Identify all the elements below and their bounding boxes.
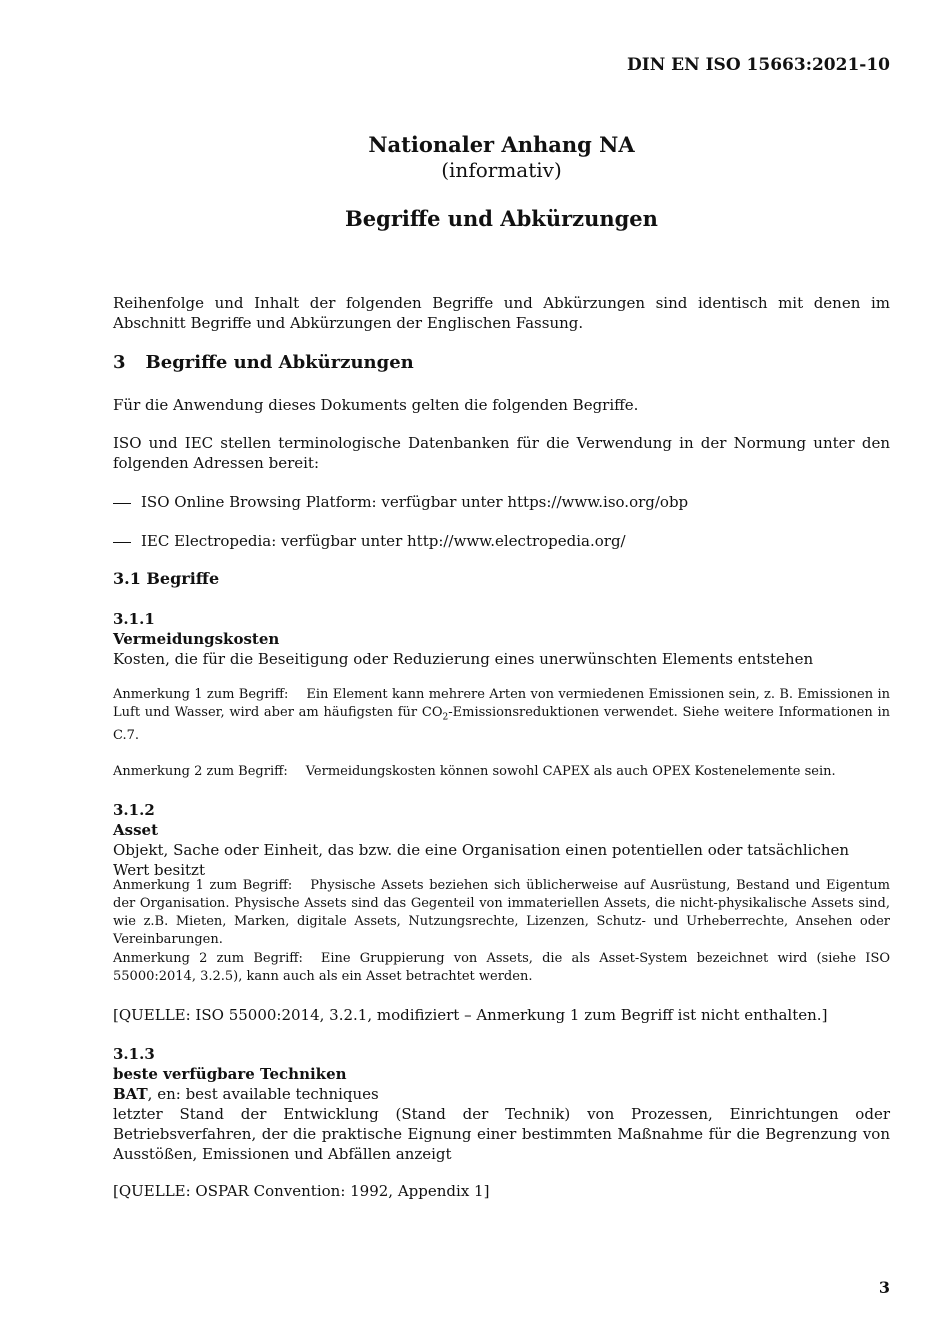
standard-designation: DIN EN ISO 15663:2021-10 — [627, 55, 890, 75]
term-entry — [113, 800, 890, 880]
list-item-text: ISO Online Browsing Platform: verfügbar unter https://www.iso.org/obp — [141, 493, 689, 511]
list-item-text: IEC Electropedia: verfügbar unter http://www.electropedia.org/ — [141, 532, 626, 550]
note-text: -Emissionsreduktionen verwendet. Siehe weitere Informationen in C.7. — [113, 705, 891, 743]
list-item — [113, 492, 890, 512]
term-number: 3.1.3 — [113, 1045, 155, 1063]
dash-bullet — [113, 542, 131, 543]
note-text: Physische Assets beziehen sich üblicherweise auf Ausrüstung, Bestand und Eigentum der Organisation. Physische Assets sind das Gegenteil von immateriellen Assets, die nicht-physikalische Assets sind, wie z.B. Mieten, Marken, digitale Assets, Nutzungsrechte, Lizenzen, Schutz- und Urheberrechte, Ansehen oder Vereinbarungen. — [113, 878, 890, 947]
term-name: beste verfügbare Techniken — [113, 1065, 347, 1083]
note-label: Anmerkung 1 zum Begriff: — [113, 878, 293, 893]
term-abbreviation — [113, 1084, 890, 1104]
abbreviation-english: , en: best available techniques — [147, 1085, 379, 1103]
term-definition: Kosten, die für die Beseitigung oder Reduzierung eines unerwünschten Elements entstehen — [113, 650, 814, 668]
term-source: [QUELLE: ISO 55000:2014, 3.2.1, modifiziert – Anmerkung 1 zum Begriff ist nicht enthalten.] — [113, 1006, 828, 1024]
term-note — [113, 763, 890, 781]
dash-bullet — [113, 503, 131, 504]
term-name: Vermeidungskosten — [113, 630, 280, 648]
list-item — [113, 531, 890, 551]
section-3-heading — [113, 352, 414, 373]
term-name: Asset — [113, 821, 158, 839]
note-label: Anmerkung 1 zum Begriff: — [113, 687, 289, 702]
section-3-paragraph-2: ISO und IEC stellen terminologische Datenbanken für die Verwendung in der Normung unter den folgenden Adressen bereit: — [113, 434, 890, 472]
note-label: Anmerkung 2 zum Begriff: — [113, 764, 288, 779]
term-definition: letzter Stand der Entwicklung (Stand der Technik) von Prozessen, Einrichtungen oder Betriebsverfahren, der die praktische Eignung einer bestimmten Maßnahme für die Begrenzung von Ausstößen, Emissionen und Abfällen anzeigt — [113, 1105, 890, 1163]
section-3-paragraph-1: Für die Anwendung dieses Dokuments gelten die folgenden Begriffe. — [113, 396, 639, 414]
note-label: Anmerkung 2 zum Begriff: — [113, 951, 303, 966]
abbreviation: BAT — [113, 1085, 148, 1103]
intro-paragraph: Reihenfolge und Inhalt der folgenden Begriffe und Abkürzungen sind identisch mit denen im Abschnitt Begriffe und Abkürzungen der Englischen Fassung. — [113, 294, 890, 332]
section-title: Begriffe und Abkürzungen — [145, 352, 414, 373]
section-3-1-heading: 3.1 Begriffe — [113, 569, 220, 588]
term-number: 3.1.2 — [113, 801, 155, 819]
term-entry — [113, 1044, 890, 1164]
note-text: Ein Element kann mehrere Arten von vermiedenen Emissionen sein, z. B. Emissionen in Luft und Wasser, wird aber am häufigsten für CO — [113, 687, 890, 720]
section-number: 3 — [113, 352, 126, 373]
term-note — [113, 877, 890, 949]
term-number: 3.1.1 — [113, 610, 155, 628]
annex-subtitle: Begriffe und Abkürzungen — [345, 206, 658, 231]
term-entry — [113, 609, 890, 669]
annex-type: (informativ) — [441, 158, 562, 182]
subscript: 2 — [442, 712, 449, 723]
term-source: [QUELLE: OSPAR Convention: 1992, Appendix 1] — [113, 1182, 490, 1200]
page-number: 3 — [878, 1278, 890, 1297]
note-text: Vermeidungskosten können sowohl CAPEX als auch OPEX Kostenelemente sein. — [305, 764, 836, 779]
term-definition: Objekt, Sache oder Einheit, das bzw. die eine Organisation einen potentiellen oder tatsächlichen Wert besitzt — [113, 841, 850, 879]
term-note — [113, 686, 890, 745]
note-text: Eine Gruppierung von Assets, die als Asset-System bezeichnet wird (siehe ISO 55000:2014, 3.2.5), kann auch als ein Asset betrachtet werden. — [113, 951, 891, 984]
term-note — [113, 950, 890, 986]
annex-title: Nationaler Anhang NA — [368, 132, 635, 157]
